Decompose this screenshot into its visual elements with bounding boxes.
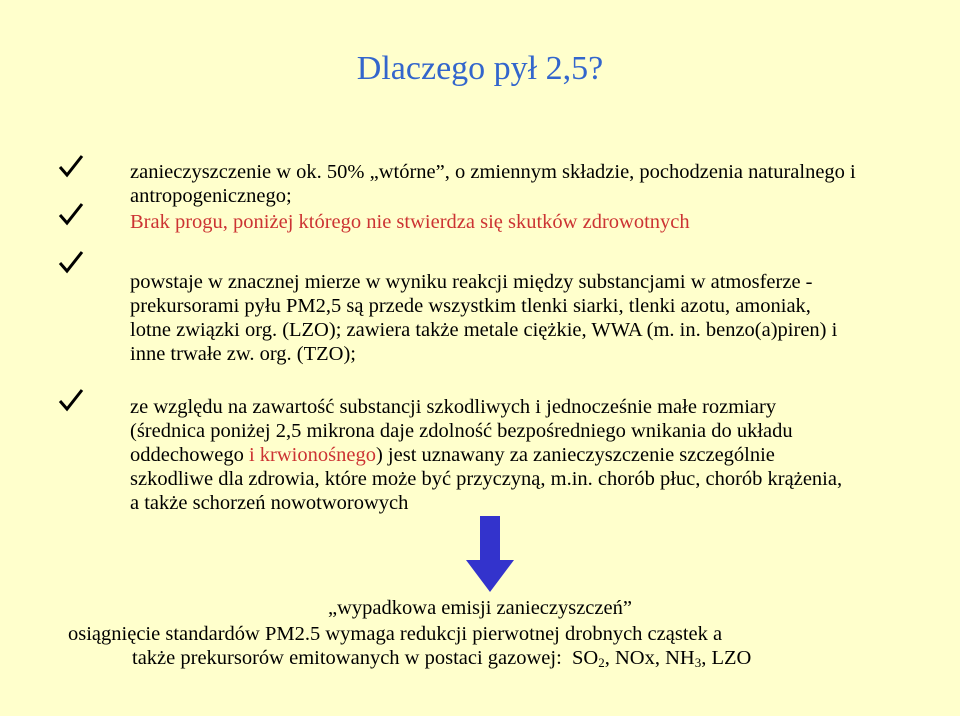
checkmark-icon <box>58 250 84 274</box>
conclusion-line-1: osiągnięcie standardów PM2.5 wymaga redukcji pierwotnej drobnych cząstek a <box>68 623 723 645</box>
so2-formula: $SO_2$ <box>572 647 605 670</box>
bullet-text-4-after: ) jest uznawany za zanieczyszczenie szczególnie szkodliwe dla zdrowia, które może być przyczyną, m.in. chorób płuc, chorób krążenia, a także schorzeń nowotworowych <box>130 444 843 514</box>
conclusion-heading: „wypadkowa emisji zanieczyszczeń” <box>328 597 632 619</box>
bullet-text-4-highlight: i krwionośnego <box>248 444 376 466</box>
bullet-text-1: zanieczyszczenie w ok. 50% „wtórne”, o zmiennym składzie, pochodzenia naturalnego i antropogenicznego; <box>130 161 856 207</box>
checkmark-icon <box>58 202 84 226</box>
down-arrow-icon <box>466 516 514 592</box>
bullet-text-2: Brak progu, poniżej którego nie stwierdza się skutków zdrowotnych <box>130 211 690 233</box>
bullet-text-4-before: ze względu na zawartość substancji szkodliwych i jednocześnie małe rozmiary (średnica poniżej 2,5 mikrona daje zdolność bezpośredniego wnikania do układu oddechowego <box>130 396 793 466</box>
slide-title: Dlaczego pył 2,5? <box>356 50 604 87</box>
bullet-text-3: powstaje w znacznej mierze w wyniku reakcji między substancjami w atmosferze - prekursorami pyłu PM2,5 są przede wszystkim tlenki siarki, tlenki azotu, amoniak, lotne związki org. (LZO); zawiera także metale ciężkie, WWA (m. in. benzo(a)piren) i inne trwałe zw. org. (TZO); <box>130 271 838 365</box>
conclusion-line-2-prefix: także prekursorów emitowanych w postaci gazowej: <box>132 647 573 669</box>
bullet-text-4 <box>130 395 850 515</box>
checkmark-icon <box>58 154 84 178</box>
conclusion-line-2: także prekursorów emitowanych w postaci gazowej: $SO_2$, NOx, $NH_3$, LZO <box>132 647 752 670</box>
checkmark-icon <box>58 388 84 412</box>
nh3-formula: $NH_3$ <box>665 647 702 670</box>
